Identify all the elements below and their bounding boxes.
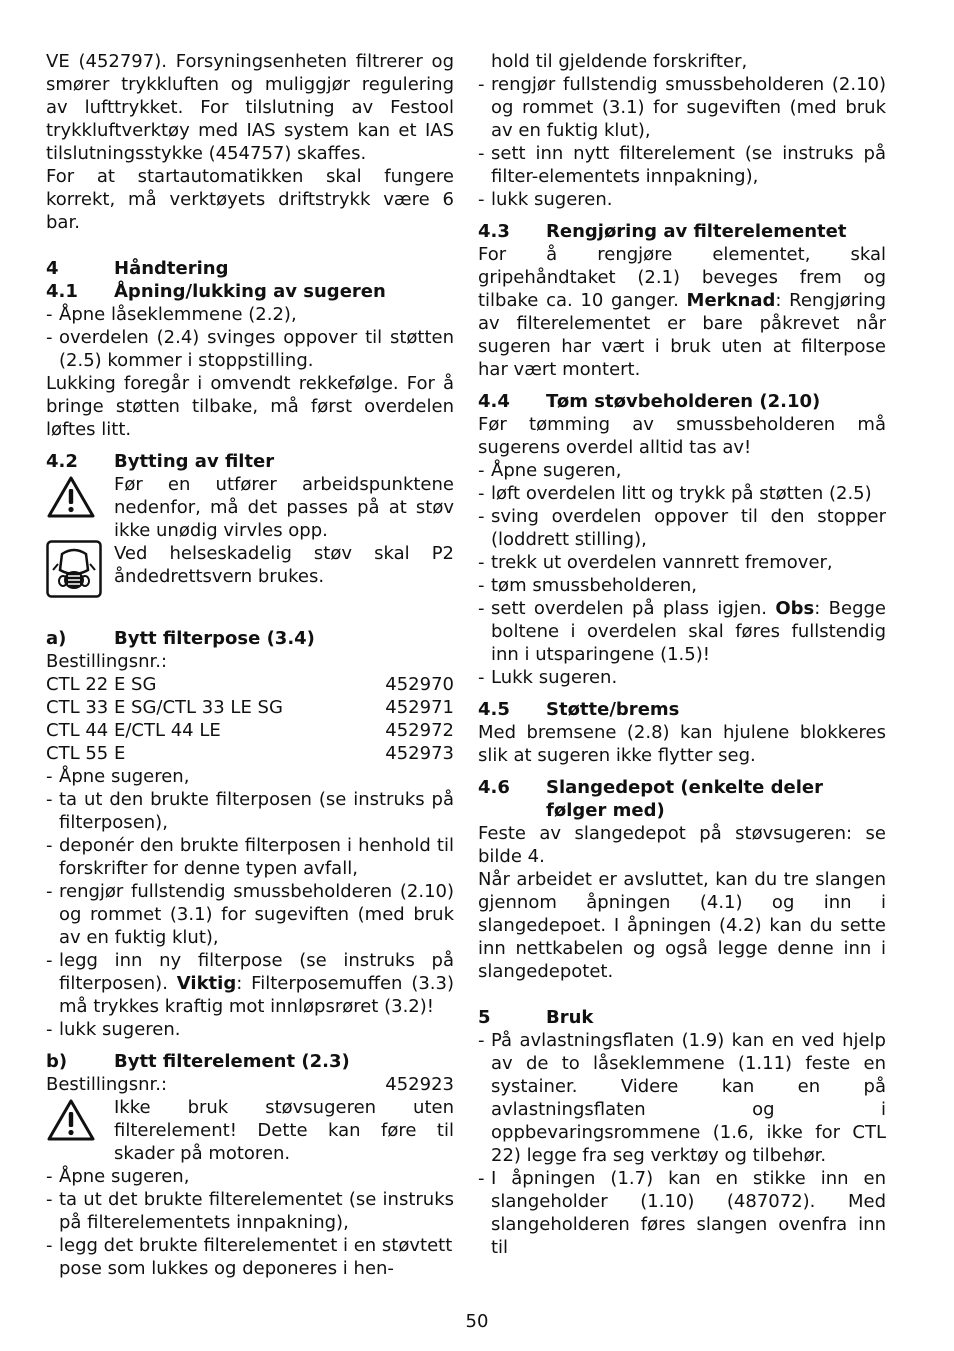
text-run: : Begge boltene i overdelen skal føres fullstendig inn i utsparingene (1.5)!: [491, 598, 886, 665]
list-item: [478, 597, 886, 666]
paragraph: Før tømming av smussbeholderen må sugerens overdel alltid tas av!: [478, 414, 886, 458]
respirator-block: [46, 542, 454, 604]
section-number: 4: [46, 258, 59, 279]
section-4-4-heading: [478, 390, 886, 413]
model-name: CTL 44 E/CTL 44 LE: [46, 720, 221, 741]
right-column: [478, 50, 886, 1259]
intro-paragraph-1: VE (452797). Forsyningsenheten filtrerer og smører trykkluften og muliggjør regulering av lufttrykket. For tilslutning av Festool trykkluftverktøy med IAS system kan et IAS tilslutningsstykke (454757) skaffes.: [46, 51, 454, 164]
order-number: 452972: [385, 720, 454, 741]
section-a-heading: [46, 627, 454, 650]
section-title: Håndtering: [114, 258, 229, 279]
text-run: sett overdelen på plass igjen.: [491, 598, 776, 619]
list-item: - overdelen (2.4) svinges oppover til støtten (2.5) kommer i stoppstilling.: [46, 326, 454, 372]
emphasis: Viktig: [176, 973, 237, 994]
section-title: Slangedepot (enkelte deler følger med): [546, 777, 823, 821]
warning-block: [46, 473, 454, 542]
order-row: [46, 673, 454, 696]
order-number: 452923: [385, 1074, 454, 1095]
text-run: For å rengjøre elementet, skal gripehåndtaket (2.1) beveges frem og tilbake ca. 10 ganger.: [478, 244, 886, 311]
section-number: 4.3: [478, 221, 510, 242]
paragraph: Feste av slangedepot på støvsugeren: se bilde 4.: [478, 823, 886, 867]
text-run: : Filterposemuffen (3.3) må trykkes kraftig mot innløpsrøret (3.2)!: [59, 973, 454, 1017]
list-item: - deponér den brukte filterposen i henhold til forskrifter for denne typen avfall,: [46, 834, 454, 880]
section-4-heading: [46, 257, 454, 280]
order-row: [46, 719, 454, 742]
list-item: - rengjør fullstendig smussbeholderen (2.10) og rommet (3.1) for sugeviften (med bruk av en fuktig klut),: [478, 73, 886, 142]
paragraph: [478, 243, 886, 381]
section-title: Bytting av filter: [114, 451, 275, 472]
list-item: - Lukk sugeren.: [478, 666, 886, 689]
order-row: [46, 1073, 454, 1096]
section-title: Bytt filterelement (2.3): [114, 1051, 350, 1072]
warning-triangle-icon: [46, 1098, 96, 1142]
list-item: - sving overdelen oppover til den stopper (loddrett stilling),: [478, 505, 886, 551]
section-4-6-heading: [478, 776, 886, 822]
list-item: - Åpne sugeren,: [46, 1165, 454, 1188]
list-item: - løft overdelen litt og trykk på støtten (2.5): [478, 482, 886, 505]
section-b-heading: [46, 1050, 454, 1073]
warning-triangle-icon: [46, 475, 96, 519]
text-run: : Rengjøring av filterelementet er bare påkrevet når sugeren har vært i bruk uten at filterpose har vært montert.: [478, 290, 886, 380]
order-label: Bestillingsnr.:: [46, 1074, 168, 1095]
respirator-text: Ved helseskadelig støv skal P2 åndedrettsvern brukes.: [114, 543, 454, 587]
section-title: Bytt filterpose (3.4): [114, 628, 315, 649]
list-item: - På avlastningsflaten (1.9) kan en ved hjelp av de to låseklemmene (1.11) feste en systainer. Videre kan en på avlastningsflaten og i oppbevaringsrommene (1.6, ikke for CTL 22) legge fra seg verktøy og tilbehør.: [478, 1029, 886, 1167]
section-4-1-heading: [46, 280, 454, 303]
text-run: legg inn ny filterpose (se instruks på filterposen).: [59, 950, 454, 994]
section-title: Tøm støvbeholderen (2.10): [546, 391, 821, 412]
section-title: Åpning/lukking av sugeren: [114, 281, 386, 302]
section-number: 4.6: [478, 777, 510, 798]
paragraph: Med bremsene (2.8) kan hjulene blokkeres slik at sugeren ikke flytter seg.: [478, 722, 886, 766]
section-5-heading: [478, 1006, 886, 1029]
page-number: 50: [465, 1311, 489, 1332]
model-name: CTL 33 E SG/CTL 33 LE SG: [46, 697, 283, 718]
list-item: - rengjør fullstendig smussbeholderen (2.10) og rommet (3.1) for sugeviften (med bruk av en fuktig klut),: [46, 880, 454, 949]
section-number: 4.5: [478, 699, 510, 720]
order-row: [46, 696, 454, 719]
section-title: Rengjøring av filterelementet: [546, 221, 847, 242]
list-item: - I åpningen (1.7) kan en stikke inn en slangeholder (1.10) (487072). Med slangeholderen føres slangen ovenfra inn til: [478, 1167, 886, 1259]
left-column: [46, 50, 454, 1280]
order-number: 452970: [385, 674, 454, 695]
section-number: a): [46, 628, 67, 649]
list-item: - ta ut det brukte filterelementet (se instruks på filterelementets innpakning),: [46, 1188, 454, 1234]
intro-paragraph-2: For at startautomatikken skal fungere korrekt, må verktøyets driftstrykk være 6 bar.: [46, 166, 454, 233]
list-item: - Åpne sugeren,: [478, 459, 886, 482]
order-label: Bestillingsnr.:: [46, 651, 168, 672]
list-item: - sett inn nytt filterelement (se instruks på filter-elementets innpakning),: [478, 142, 886, 188]
section-number: 4.2: [46, 451, 78, 472]
warning-block: [46, 1096, 454, 1165]
section-number: 5: [478, 1007, 491, 1028]
section-4-3-heading: [478, 220, 886, 243]
warning-text: Ikke bruk støvsugeren uten filterelement! Dette kan føre til skader på motoren.: [114, 1097, 454, 1164]
list-item: - ta ut den brukte filterposen (se instruks på filterposen),: [46, 788, 454, 834]
section-4-5-heading: [478, 698, 886, 721]
respirator-mask-icon: [46, 540, 102, 598]
list-item: - trekk ut overdelen vannrett fremover,: [478, 551, 886, 574]
model-name: CTL 22 E SG: [46, 674, 157, 695]
section-title: Bruk: [546, 1007, 594, 1028]
list-item: - tøm smussbeholderen,: [478, 574, 886, 597]
section-title: Støtte/brems: [546, 699, 680, 720]
section-number: 4.1: [46, 281, 78, 302]
order-number: 452973: [385, 743, 454, 764]
list-item: - Åpne sugeren,: [46, 765, 454, 788]
section-4-2-heading: [46, 450, 454, 473]
section-number: 4.4: [478, 391, 510, 412]
emphasis: Merknad: [686, 290, 776, 311]
list-item: - Åpne låseklemmene (2.2),: [46, 303, 454, 326]
model-name: CTL 55 E: [46, 743, 126, 764]
warning-text: Før en utfører arbeidspunktene nedenfor, må det passes på at støv ikke unødig virvles opp.: [114, 474, 454, 541]
section-number: b): [46, 1051, 68, 1072]
emphasis: Obs: [775, 598, 815, 619]
list-item: [46, 949, 454, 1018]
paragraph: Lukking foregår i omvendt rekkefølge. For å bringe støtten tilbake, må først overdelen løftes litt.: [46, 373, 454, 440]
order-row: [46, 742, 454, 765]
list-item: - lukk sugeren.: [478, 188, 886, 211]
order-number: 452971: [385, 697, 454, 718]
list-item: - legg det brukte filterelementet i en støvtett pose som lukkes og deponeres i hen-: [46, 1234, 454, 1280]
paragraph: Når arbeidet er avsluttet, kan du tre slangen gjennom åpningen (4.1) og inn i slangedepoet. I åpningen (4.2) kan du sette inn nettkabelen og også legge denne inn i slangedepotet.: [478, 869, 886, 982]
list-item: - lukk sugeren.: [46, 1018, 454, 1041]
continued-text: hold til gjeldende forskrifter,: [491, 51, 748, 72]
